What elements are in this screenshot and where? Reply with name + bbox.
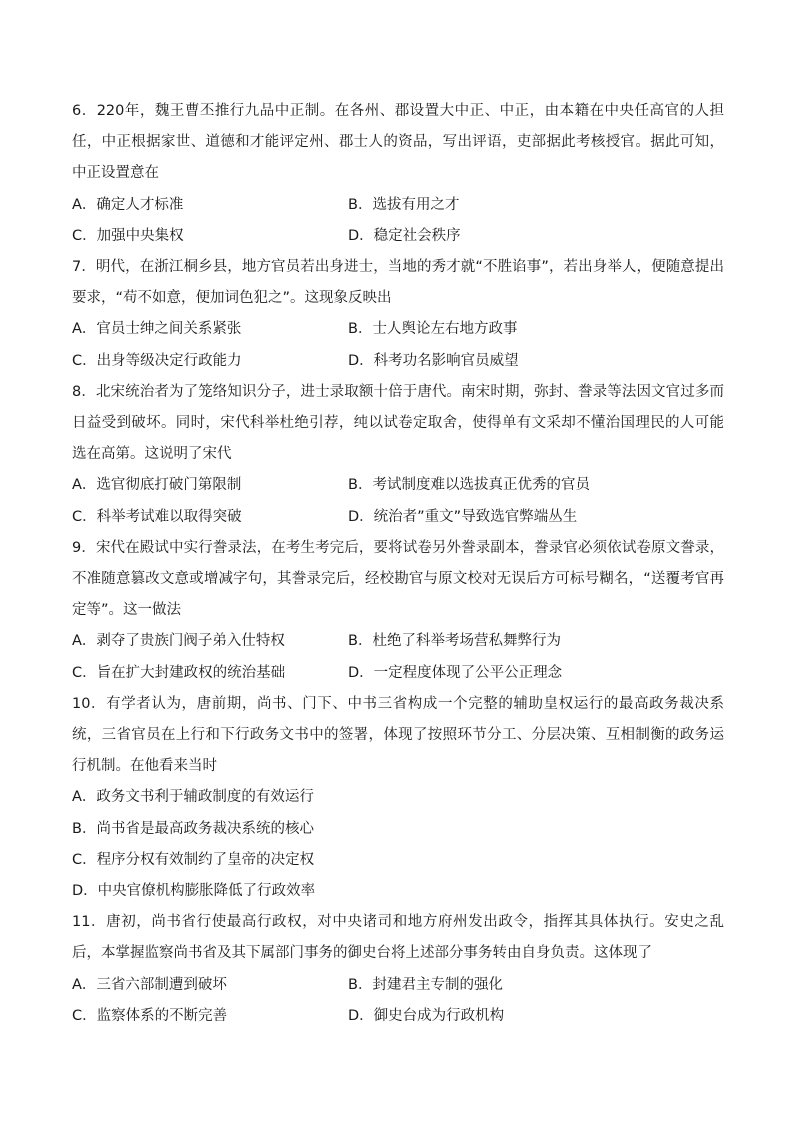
question-10-option-c[interactable]: C．程序分权有效制约了皇帝的决定权 (72, 851, 315, 868)
question-6-option-d[interactable]: D．稳定社会秩序 (348, 227, 461, 244)
question-6-option-b[interactable]: B．选拔有用之才 (348, 196, 460, 213)
question-10-option-d[interactable]: D．中央官僚机构膨胀降低了行政效率 (72, 883, 316, 900)
question-9-stem: 9．宋代在殿试中实行誊录法，在考生考完后，要将试卷另外誊录副本，誊录官必须依试卷原文誊录，不准随意篡改文意或增减字句，其誊录完后，经校勘官与原文校对无误后方可标号糊名，“送覆考官再定等”。这一做法 (72, 539, 724, 619)
question-10-stem: 10．有学者认为，唐前期，尚书、门下、中书三省构成一个完整的辅助皇权运行的最高政务裁决系统，三省官员在上行和下行政务文书中的签署，体现了按照环节分工、分层决策、互相制衡的政务运行机制。在他看来当时 (72, 695, 724, 775)
question-8 (72, 377, 724, 533)
question-10 (72, 689, 724, 907)
question-9-option-b[interactable]: B．杜绝了科举考场营私舞弊行为 (348, 633, 561, 650)
question-7-option-c[interactable]: C．出身等级决定行政能力 (72, 352, 242, 369)
question-6-stem: 6．220年，魏王曹丕推行九品中正制。在各州、郡设置大中正、中正，由本籍在中央任高官的人担任，中正根据家世、道德和才能评定州、郡士人的资品，写出评语，吏部据此考核授官。据此可知，中正设置意在 (72, 103, 724, 182)
question-7-option-d[interactable]: D．科考功名影响官员威望 (348, 352, 519, 369)
question-11-options (72, 970, 724, 1032)
question-7-option-a[interactable]: A．官员士绅之间关系紧张 (72, 321, 242, 338)
question-11 (72, 907, 724, 1032)
question-8-option-b[interactable]: B．考试制度难以选拔真正优秀的官员 (348, 477, 590, 494)
question-8-option-a[interactable]: A．选官彻底打破门第限制 (72, 477, 242, 494)
question-7-option-b[interactable]: B．士人舆论左右地方政事 (348, 321, 518, 338)
question-6-option-a[interactable]: A．确定人才标准 (72, 196, 184, 213)
question-7-stem: 7．明代，在浙江桐乡县，地方官员若出身进士，当地的秀才就“不胜谄事”，若出身举人，便随意提出要求，“苟不如意，便加词色犯之”。这现象反映出 (72, 259, 724, 307)
question-11-option-a[interactable]: A．三省六部制遭到破坏 (72, 976, 227, 993)
question-10-option-a[interactable]: A．政务文书利于辅政制度的有效运行 (72, 789, 314, 806)
question-9-option-c[interactable]: C．旨在扩大封建政权的统治基础 (72, 664, 286, 681)
question-6-option-c[interactable]: C．加强中央集权 (72, 227, 184, 244)
question-10-option-b[interactable]: B．尚书省是最高政务裁决系统的核心 (72, 820, 314, 837)
question-8-option-d[interactable]: D．统治者”重文”导致选官弊端丛生 (348, 508, 578, 525)
question-11-option-d[interactable]: D．御史台成为行政机构 (348, 1007, 505, 1024)
question-8-option-c[interactable]: C．科举考试难以取得突破 (72, 508, 242, 525)
question-9-option-d[interactable]: D．一定程度体现了公平公正理念 (348, 664, 563, 681)
question-8-stem: 8．北宋统治者为了笼络知识分子，进士录取额十倍于唐代。南宋时期，弥封、誊录等法因文官过多而日益受到破坏。同时，宋代科举杜绝引荐，纯以试卷定取舍，使得单有文采却不懂治国理民的人可能选在高第。这说明了宋代 (72, 383, 724, 463)
question-8-options (72, 470, 724, 532)
question-11-option-b[interactable]: B．封建君主专制的强化 (348, 976, 503, 993)
question-11-option-c[interactable]: C．监察体系的不断完善 (72, 1007, 228, 1024)
question-6-options (72, 190, 724, 252)
question-9-options (72, 626, 724, 688)
question-11-stem: 11．唐初，尚书省行使最高行政权，对中央诸司和地方府州发出政令，指挥其具体执行。安史之乱后，本掌握监察尚书省及其下属部门事务的御史台将上述部分事务转由自身负责。这体现了 (72, 914, 724, 962)
question-9 (72, 533, 724, 689)
question-10-options (72, 782, 724, 907)
question-7 (72, 252, 724, 377)
question-sheet (72, 96, 724, 1032)
question-6 (72, 96, 724, 252)
question-7-options (72, 314, 724, 376)
question-9-option-a[interactable]: A．剥夺了贵族门阀子弟入仕特权 (72, 633, 285, 650)
